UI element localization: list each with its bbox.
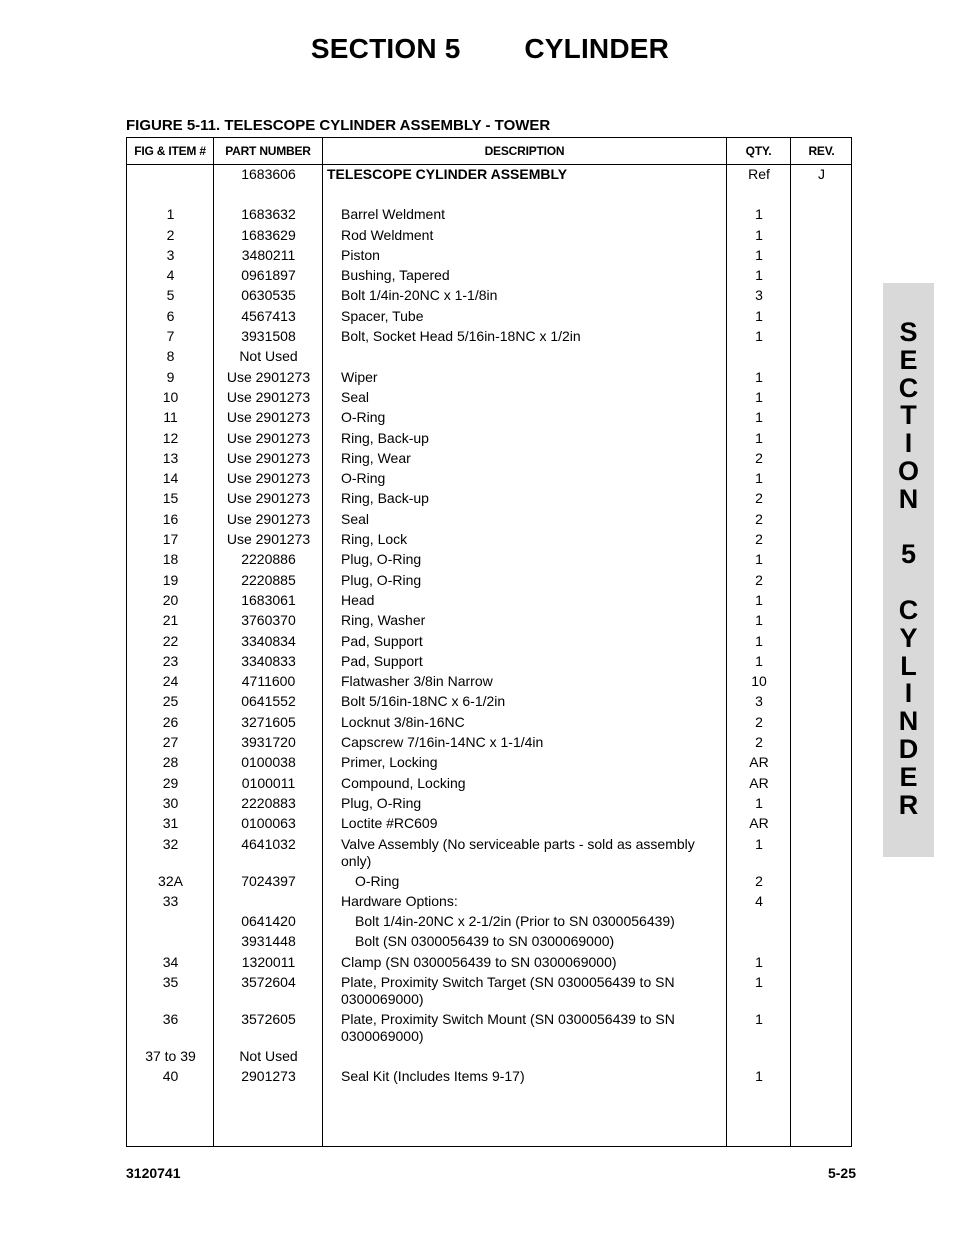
cell-description: Ring, Wear xyxy=(341,449,411,466)
cell-qty: 1 xyxy=(755,794,763,811)
table-row xyxy=(127,774,851,794)
cell-qty: 1 xyxy=(755,206,763,223)
cell-item: 9 xyxy=(166,368,175,385)
section-tab-letter: S xyxy=(899,317,918,347)
table-row xyxy=(127,429,851,449)
cell-part-number: Use 2901273 xyxy=(226,409,311,426)
cell-description: Ring, Lock xyxy=(341,531,408,548)
cell-item: 7 xyxy=(166,328,175,345)
cell-description: Ring, Back-up xyxy=(341,429,429,446)
section-tab-letter: D xyxy=(898,733,919,764)
cell-item: 20 xyxy=(162,591,179,608)
cell-part-number: 1683606 xyxy=(241,166,296,182)
cell-description: Primer, Locking xyxy=(341,754,438,771)
table-row xyxy=(127,1047,851,1067)
cell-qty: 4 xyxy=(755,892,763,909)
cell-qty: 1 xyxy=(755,307,763,324)
header-part-number: PART NUMBER xyxy=(225,144,311,158)
table-row xyxy=(127,692,851,712)
cell-qty: 1 xyxy=(755,632,763,649)
table-row xyxy=(127,327,851,347)
cell-qty: 1 xyxy=(755,1010,763,1027)
cell-part-number: 3931720 xyxy=(241,734,296,751)
table-row xyxy=(127,872,851,892)
cell-rev: J xyxy=(818,166,825,182)
cell-item: 28 xyxy=(162,754,179,771)
table-row xyxy=(127,388,851,408)
cell-part-number: 4567413 xyxy=(241,307,296,324)
table-row xyxy=(127,652,851,672)
section-tab-letter: C xyxy=(898,372,919,403)
cell-item: 32A xyxy=(158,872,183,889)
cell-item: 1 xyxy=(166,206,175,223)
table-row xyxy=(127,814,851,834)
cell-qty: 3 xyxy=(755,693,763,710)
cell-description: Plate, Proximity Switch Target (SN 0300056439 to SN 0300069000) xyxy=(341,973,675,1007)
cell-qty: 2 xyxy=(755,449,763,466)
header-qty: QTY. xyxy=(745,144,772,158)
cell-item: 19 xyxy=(162,571,179,588)
cell-part-number: 1683629 xyxy=(241,226,296,243)
section-tab-letter: R xyxy=(898,789,919,820)
cell-part-number: 1320011 xyxy=(241,953,296,970)
cell-description: Compound, Locking xyxy=(341,774,466,791)
cell-description: Valve Assembly (No serviceable parts - sold as assembly only) xyxy=(341,835,695,869)
cell-description: Spacer, Tube xyxy=(341,307,424,324)
cell-qty: 2 xyxy=(755,571,763,588)
section-tab-letter: N xyxy=(898,483,919,514)
cell-item: 5 xyxy=(166,287,175,304)
cell-part-number: 3572605 xyxy=(241,1010,296,1027)
cell-part-number: 2901273 xyxy=(241,1068,296,1085)
cell-description: Flatwasher 3/8in Narrow xyxy=(341,673,493,690)
cell-qty: AR xyxy=(749,815,769,832)
cell-item: 17 xyxy=(162,531,179,548)
cell-description: Clamp (SN 0300056439 to SN 0300069000) xyxy=(341,953,617,970)
cell-part-number: 0100063 xyxy=(241,815,296,832)
cell-part-number: 2220883 xyxy=(241,794,296,811)
cell-part-number: Not Used xyxy=(239,348,298,365)
cell-part-number: 3340833 xyxy=(241,652,296,669)
cell-description: Barrel Weldment xyxy=(341,206,446,223)
cell-part-number: 3760370 xyxy=(241,612,296,629)
table-row xyxy=(127,246,851,266)
cell-description: Bolt 1/4in-20NC x 1-1/8in xyxy=(341,287,498,304)
cell-description: Hardware Options: xyxy=(341,892,458,909)
cell-part-number: 3931448 xyxy=(241,933,296,950)
cell-part-number: 2220886 xyxy=(241,551,296,568)
table-row xyxy=(127,912,851,932)
cell-item: 2 xyxy=(166,226,175,243)
table-row xyxy=(127,266,851,286)
cell-part-number: 0100011 xyxy=(241,774,296,791)
cell-item: 14 xyxy=(162,470,179,487)
section-tab-letter: T xyxy=(900,400,917,431)
cell-description xyxy=(341,347,721,367)
cell-item: 24 xyxy=(162,673,179,690)
cell-description: Rod Weldment xyxy=(341,226,434,243)
cell-description: O-Ring xyxy=(341,409,386,426)
table-row xyxy=(127,794,851,814)
cell-item: 26 xyxy=(162,713,179,730)
cell-qty: 2 xyxy=(755,531,763,548)
table-row xyxy=(127,469,851,489)
cell-item: 21 xyxy=(162,612,179,629)
cell-qty: 2 xyxy=(755,872,763,889)
cell-item: 40 xyxy=(162,1068,179,1085)
table-row xyxy=(127,368,851,388)
cell-item: 27 xyxy=(162,734,179,751)
page-title: SECTION 5 CYLINDER xyxy=(310,33,670,64)
page-number: 5-25 xyxy=(827,1165,856,1181)
cell-part-number: Use 2901273 xyxy=(226,531,311,548)
doc-number: 3120741 xyxy=(126,1165,181,1181)
cell-description: O-Ring xyxy=(355,872,400,889)
section-tab-letter: C xyxy=(898,594,919,625)
cell-qty: 10 xyxy=(751,673,767,690)
cell-description: TELESCOPE CYLINDER ASSEMBLY xyxy=(327,166,568,182)
cell-description: Capscrew 7/16in-14NC x 1-1/4in xyxy=(341,734,544,751)
cell-item: 32 xyxy=(162,835,179,852)
cell-item: 12 xyxy=(162,429,179,446)
cell-qty: 1 xyxy=(755,226,763,243)
cell-item: 31 xyxy=(162,815,179,832)
cell-qty: Ref xyxy=(748,166,770,182)
cell-description: Ring, Washer xyxy=(341,612,426,629)
cell-qty: 1 xyxy=(755,246,763,263)
section-tab-letter xyxy=(883,569,934,597)
cell-item: 36 xyxy=(162,1010,179,1027)
cell-description: Ring, Back-up xyxy=(341,490,429,507)
cell-qty: 1 xyxy=(755,1068,763,1085)
table-row xyxy=(127,489,851,509)
table-row xyxy=(127,530,851,550)
table-row xyxy=(127,408,851,428)
table-row xyxy=(127,1010,851,1047)
cell-qty: 2 xyxy=(755,734,763,751)
cell-description: Bolt 5/16in-18NC x 6-1/2in xyxy=(341,693,506,710)
cell-qty: AR xyxy=(749,754,769,771)
cell-item: 25 xyxy=(162,693,179,710)
cell-item: 34 xyxy=(162,953,179,970)
section-tab-letter: Y xyxy=(899,622,918,653)
section-tab xyxy=(883,283,934,857)
cell-qty: 2 xyxy=(755,490,763,507)
cell-item: 29 xyxy=(162,774,179,791)
cell-description: Pad, Support xyxy=(341,652,423,669)
cell-part-number: Not Used xyxy=(239,1047,298,1064)
cell-description: Loctite #RC609 xyxy=(341,815,438,832)
cell-part-number: 0961897 xyxy=(241,267,296,284)
cell-part-number: 3931508 xyxy=(241,328,296,345)
cell-description: Plate, Proximity Switch Mount (SN 0300056439 to SN 0300069000) xyxy=(341,1010,675,1044)
table-row xyxy=(127,632,851,652)
cell-description: Bushing, Tapered xyxy=(341,267,450,284)
cell-qty: 1 xyxy=(755,612,763,629)
cell-item: 15 xyxy=(162,490,179,507)
table-row xyxy=(127,672,851,692)
cell-item: 18 xyxy=(162,551,179,568)
cell-part-number: Use 2901273 xyxy=(226,490,311,507)
cell-part-number: 0641552 xyxy=(241,693,296,710)
section-tab-letter: N xyxy=(898,706,919,737)
table-row xyxy=(127,733,851,753)
cell-description: Piston xyxy=(341,246,380,263)
cell-part-number: 0100038 xyxy=(241,754,296,771)
cell-part-number: 0641420 xyxy=(241,913,296,930)
cell-description: Plug, O-Ring xyxy=(341,571,422,588)
cell-qty: 1 xyxy=(755,429,763,446)
cell-qty: 1 xyxy=(755,591,763,608)
cell-part-number: 4641032 xyxy=(241,835,296,852)
cell-qty: AR xyxy=(749,774,769,791)
cell-item: 4 xyxy=(166,267,175,284)
table-row xyxy=(127,753,851,773)
cell-item: 8 xyxy=(166,348,175,365)
section-tab-letter: O xyxy=(897,455,919,486)
table-row xyxy=(127,510,851,530)
cell-description: O-Ring xyxy=(341,470,386,487)
cell-qty: 1 xyxy=(755,652,763,669)
cell-description xyxy=(341,1047,721,1067)
cell-description: Seal Kit (Includes Items 9-17) xyxy=(341,1068,525,1085)
cell-qty: 1 xyxy=(755,328,763,345)
section-tab-letter: I xyxy=(904,678,913,709)
table-row xyxy=(127,226,851,246)
cell-description: Plug, O-Ring xyxy=(341,794,422,811)
cell-part-number: 7024397 xyxy=(241,872,296,889)
cell-qty: 1 xyxy=(755,368,763,385)
cell-description: Plug, O-Ring xyxy=(341,551,422,568)
figure-title: FIGURE 5-11. TELESCOPE CYLINDER ASSEMBLY - TOWER xyxy=(126,117,551,134)
cell-part-number: 3271605 xyxy=(241,713,296,730)
cell-qty: 1 xyxy=(755,551,763,568)
cell-item: 22 xyxy=(162,632,179,649)
table-row xyxy=(127,571,851,591)
table-row xyxy=(127,449,851,469)
table-row xyxy=(127,973,851,1010)
cell-part-number: 2220885 xyxy=(241,571,296,588)
cell-item: 13 xyxy=(162,449,179,466)
cell-item: 3 xyxy=(166,246,175,263)
cell-part-number: 4711600 xyxy=(241,673,296,690)
cell-description: Head xyxy=(341,591,375,608)
table-row xyxy=(127,286,851,306)
cell-part-number: 3340834 xyxy=(241,632,296,649)
section-tab-letter: E xyxy=(899,344,918,375)
section-tab-letter: I xyxy=(904,428,913,459)
table-row xyxy=(127,713,851,733)
table-row xyxy=(127,953,851,973)
cell-item: 16 xyxy=(162,510,179,527)
cell-description: Wiper xyxy=(341,368,378,385)
cell-part-number: Use 2901273 xyxy=(226,429,311,446)
cell-part-number: 1683632 xyxy=(241,206,296,223)
cell-qty: 3 xyxy=(755,287,763,304)
section-tab-letter: E xyxy=(899,761,918,792)
cell-description: Pad, Support xyxy=(341,632,423,649)
cell-part-number: Use 2901273 xyxy=(226,368,311,385)
cell-qty: 1 xyxy=(755,388,763,405)
section-tab-letter xyxy=(883,514,934,542)
cell-part-number: Use 2901273 xyxy=(226,388,311,405)
cell-description: Seal xyxy=(341,388,370,405)
cell-qty: 1 xyxy=(755,267,763,284)
section-tab-letter: L xyxy=(900,650,917,681)
cell-part-number: 3572604 xyxy=(241,973,296,990)
table-row xyxy=(127,165,851,185)
header-description: DESCRIPTION xyxy=(484,144,565,158)
cell-part-number: 1683061 xyxy=(241,591,296,608)
cell-item: 11 xyxy=(163,409,178,426)
header-item: FIG & ITEM # xyxy=(134,144,206,158)
cell-qty: 2 xyxy=(755,713,763,730)
cell-item: 37 to 39 xyxy=(145,1047,196,1064)
cell-description: Bolt, Socket Head 5/16in-18NC x 1/2in xyxy=(341,328,581,345)
parts-table xyxy=(126,137,852,1147)
cell-qty: 1 xyxy=(755,470,763,487)
cell-item: 35 xyxy=(162,973,179,990)
cell-part-number: 3480211 xyxy=(241,246,296,263)
cell-item: 30 xyxy=(162,794,179,811)
cell-qty: 1 xyxy=(755,835,763,852)
cell-qty: 1 xyxy=(755,973,763,990)
header-rev: REV. xyxy=(808,144,835,158)
table-row xyxy=(127,835,851,872)
table-row xyxy=(127,932,851,952)
cell-part-number: Use 2901273 xyxy=(226,449,311,466)
cell-part-number: 0630535 xyxy=(241,287,296,304)
cell-description: Locknut 3/8in-16NC xyxy=(341,713,465,730)
cell-description: Bolt 1/4in-20NC x 2-1/2in (Prior to SN 0300056439) xyxy=(355,913,675,930)
cell-item: 6 xyxy=(166,307,175,324)
table-row xyxy=(127,205,851,225)
cell-qty: 1 xyxy=(755,409,763,426)
table-row xyxy=(127,347,851,367)
cell-part-number: Use 2901273 xyxy=(226,510,311,527)
cell-item: 33 xyxy=(162,892,179,909)
table-row xyxy=(127,611,851,631)
cell-qty: 1 xyxy=(755,953,763,970)
table-row xyxy=(127,591,851,611)
table-row xyxy=(127,307,851,327)
table-row xyxy=(127,550,851,570)
cell-item: 23 xyxy=(162,652,179,669)
section-tab-letter: 5 xyxy=(900,539,917,570)
cell-part-number: Use 2901273 xyxy=(226,470,311,487)
table-row xyxy=(127,892,851,912)
cell-item: 10 xyxy=(162,388,179,405)
table-row xyxy=(127,1067,851,1087)
cell-qty: 2 xyxy=(755,510,763,527)
table-body xyxy=(127,165,851,1088)
cell-description: Bolt (SN 0300056439 to SN 0300069000) xyxy=(355,933,615,950)
cell-description: Seal xyxy=(341,510,370,527)
